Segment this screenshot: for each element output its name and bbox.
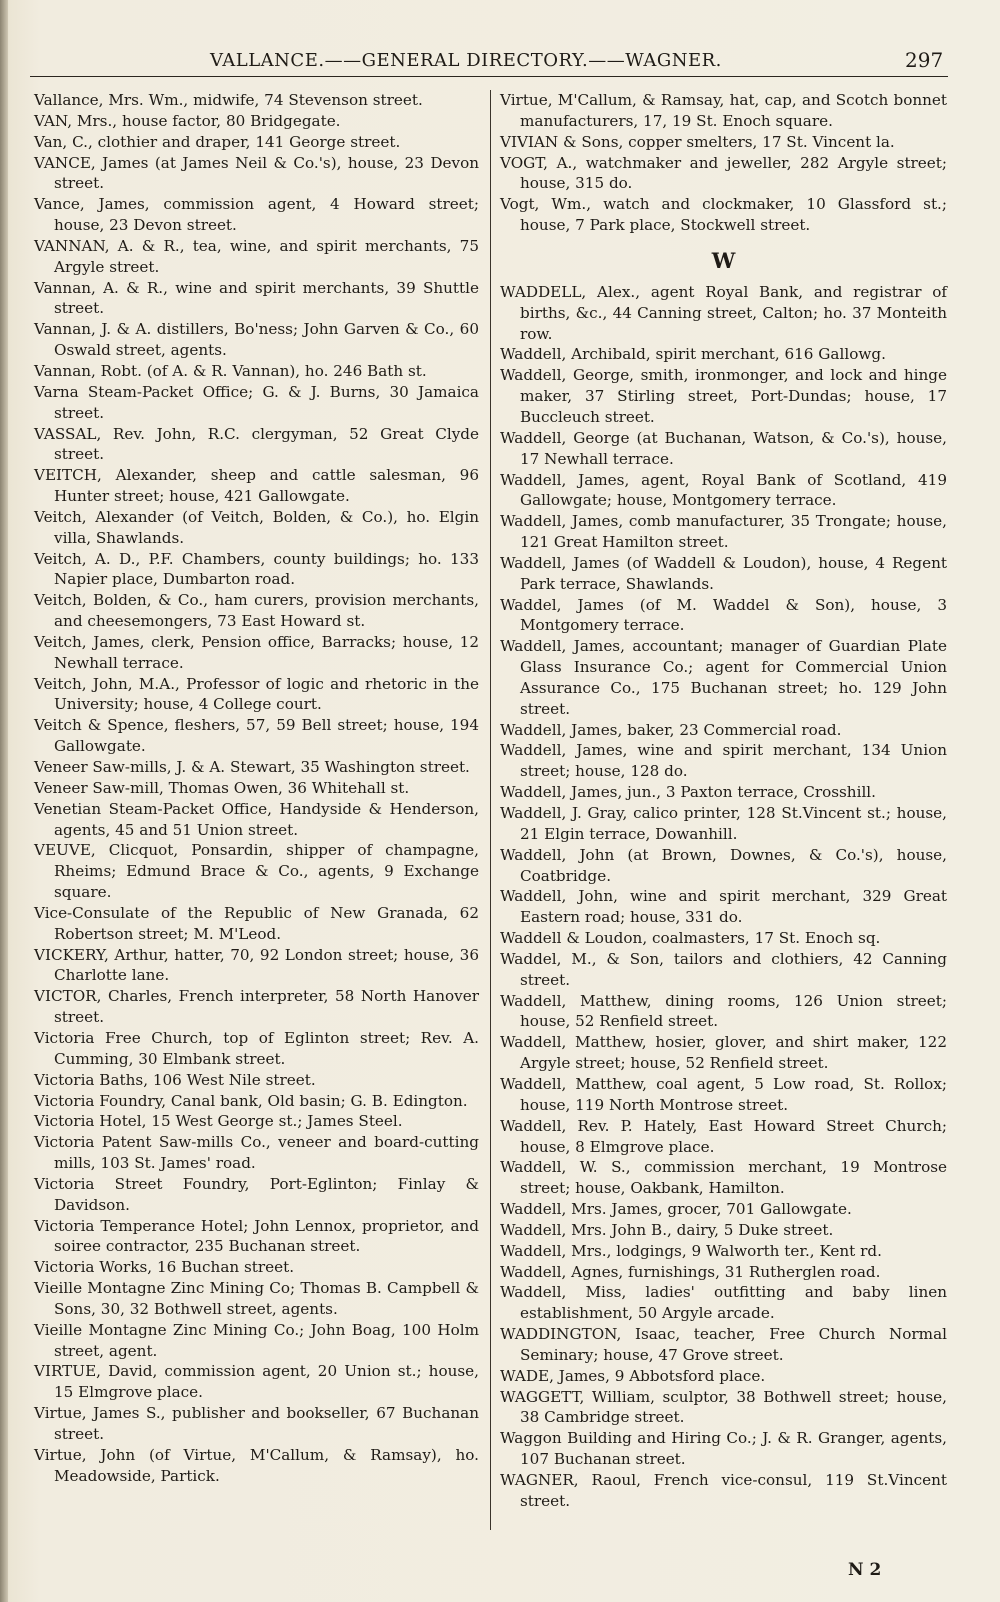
directory-entry: Waddell, James, baker, 23 Commercial road. (500, 720, 842, 739)
directory-entry: Waddell, George, smith, ironmonger, and lock and hinge maker, 37 Stirling street, Port-Dundas; house, 17 Buccleuch street. (500, 366, 947, 426)
directory-entry: Waddel, M., & Son, tailors and clothiers, 42 Canning street. (500, 949, 947, 989)
section-letter: W (711, 247, 736, 273)
directory-entry: VEUVE, Clicquot, Ponsardin, shipper of champagne, Rheims; Edmund Brace & Co., agents, 9 Exchange square. (34, 841, 479, 902)
directory-entry: Waddell, James, jun., 3 Paxton terrace, Crosshill. (500, 783, 876, 802)
directory-entry: Victoria Foundry, Canal bank, Old basin; G. B. Edington. (34, 1091, 468, 1110)
directory-entry: Veitch, Bolden, & Co., ham curers, provision merchants, and cheesemongers, 73 East Howard st. (34, 591, 479, 631)
directory-entry: Waddell, James, accountant; manager of Guardian Plate Glass Insurance Co.; agent for Commercial Union Assurance Co., 175 Buchanan street; ho. 129 John street. (500, 637, 947, 718)
directory-entry: VANNAN, A. & R., tea, wine, and spirit merchants, 75 Argyle street. (34, 236, 479, 276)
directory-entry: Waddell, J. Gray, calico printer, 128 St.Vincent st.; house, 21 Elgin terrace, Dowanhill. (500, 804, 947, 843)
directory-entry: WAGGETT, William, sculptor, 38 Bothwell street; house, 38 Cambridge street. (500, 1387, 947, 1427)
page-number: 297 (905, 48, 944, 72)
signature-mark: N 2 (848, 1560, 882, 1580)
directory-entry: Waddell, James (of Waddell & Loudon), house, 4 Regent Park terrace, Shawlands. (500, 553, 947, 593)
directory-entry: Waddell, Agnes, furnishings, 31 Rutherglen road. (500, 1262, 881, 1281)
directory-entry: Vannan, J. & A. distillers, Bo'ness; John Garven & Co., 60 Oswald street, agents. (34, 320, 479, 360)
directory-entry: WADDELL, Alex., agent Royal Bank, and registrar of births, &c., 44 Canning street, Calton; ho. 37 Monteith row. (500, 282, 947, 343)
directory-entry: WADE, James, 9 Abbotsford place. (500, 1366, 766, 1385)
directory-entry: VIRTUE, David, commission agent, 20 Union st.; house, 15 Elmgrove place. (34, 1362, 479, 1402)
directory-entry: Veneer Saw-mills, J. & A. Stewart, 35 Washington street. (34, 758, 470, 776)
directory-entry: Virtue, James S., publisher and bookseller, 67 Buchanan street. (34, 1404, 479, 1443)
directory-entry: VASSAL, Rev. John, R.C. clergyman, 52 Great Clyde street. (34, 424, 479, 464)
directory-entry: VOGT, A., watchmaker and jeweller, 282 Argyle street; house, 315 do. (500, 153, 947, 193)
directory-entry: WADDINGTON, Isaac, teacher, Free Church Normal Seminary; house, 47 Grove street. (500, 1325, 947, 1364)
directory-entry: Vallance, Mrs. Wm., midwife, 74 Stevenson street. (34, 91, 423, 109)
directory-entry: Victoria Free Church, top of Eglinton street; Rev. A. Cumming, 30 Elmbank street. (34, 1028, 479, 1068)
directory-entry: Waddell, John (at Brown, Downes, & Co.'s), house, Coatbridge. (500, 845, 947, 885)
directory-entry: Waddell, James, agent, Royal Bank of Scotland, 419 Gallowgate; house, Montgomery terrace. (500, 470, 947, 510)
directory-entry: Vieille Montagne Zinc Mining Co; Thomas B. Campbell & Sons, 30, 32 Bothwell street, agents. (34, 1279, 479, 1318)
directory-entry: Veitch, A. D., P.F. Chambers, county buildings; ho. 133 Napier place, Dumbarton road. (34, 549, 479, 589)
directory-entry: WAGNER, Raoul, French vice-consul, 119 St.Vincent street. (500, 1471, 947, 1510)
directory-entry: VEITCH, Alexander, sheep and cattle salesman, 96 Hunter street; house, 421 Gallowgate. (34, 466, 479, 506)
directory-entry: Waddell, Matthew, hosier, glover, and shirt maker, 122 Argyle street; house, 52 Renfield street. (500, 1033, 947, 1073)
directory-entry: Vannan, Robt. (of A. & R. Vannan), ho. 246 Bath st. (34, 361, 427, 380)
running-header (0, 46, 1000, 76)
directory-entry: Waddell, W. S., commission merchant, 19 Montrose street; house, Oakbank, Hamilton. (500, 1158, 947, 1198)
right-column-w-entries (500, 282, 947, 1512)
directory-entry: Waddell, Matthew, dining rooms, 126 Union street; house, 52 Renfield street. (500, 991, 947, 1031)
directory-entry: Waddel, James (of M. Waddel & Son), house, 3 Montgomery terrace. (500, 595, 947, 635)
directory-entry: Waddell, John, wine and spirit merchant, 329 Great Eastern road; house, 331 do. (500, 887, 947, 927)
directory-entry: Waddell, James, wine and spirit merchant, 134 Union street; house, 128 do. (500, 741, 947, 781)
directory-entry: Veneer Saw-mill, Thomas Owen, 36 Whitehall st. (34, 778, 410, 797)
directory-entry: Waddell, Matthew, coal agent, 5 Low road, St. Rollox; house, 119 North Montrose street. (500, 1074, 947, 1114)
header-rule (30, 76, 948, 77)
directory-entry: Vance, James, commission agent, 4 Howard street; house, 23 Devon street. (34, 195, 479, 235)
directory-entry: VANCE, James (at James Neil & Co.'s), house, 23 Devon street. (34, 153, 479, 193)
directory-entry: Veitch, James, clerk, Pension office, Barracks; house, 12 Newhall terrace. (34, 632, 479, 672)
left-column (34, 90, 479, 1487)
directory-entry: Vogt, Wm., watch and clockmaker, 10 Glassford st.; house, 7 Park place, Stockwell street. (500, 195, 947, 235)
directory-entry: Venetian Steam-Packet Office, Handyside & Henderson, agents, 45 and 51 Union street. (34, 799, 479, 839)
directory-entry: Waddell, Archibald, spirit merchant, 616 Gallowg. (500, 345, 886, 364)
right-column-v-entries (500, 90, 947, 236)
directory-entry: Waddell, Mrs., lodgings, 9 Walworth ter., Kent rd. (500, 1241, 882, 1260)
directory-entry: Victoria Works, 16 Buchan street. (34, 1258, 295, 1277)
directory-entry: Victoria Street Foundry, Port-Eglinton; Finlay & Davidson. (34, 1174, 479, 1214)
book-spine-shadow (0, 0, 8, 1602)
directory-entry: VICTOR, Charles, French interpreter, 58 North Hanover street. (34, 987, 479, 1027)
directory-entry: Victoria Patent Saw-mills Co., veneer and board-cutting mills, 103 St. James' road. (34, 1133, 479, 1173)
directory-entry: Waggon Building and Hiring Co.; J. & R. Granger, agents, 107 Buchanan street. (500, 1429, 947, 1469)
column-divider (490, 90, 491, 1530)
directory-entry: Veitch & Spence, fleshers, 57, 59 Bell street; house, 194 Gallowgate. (34, 716, 479, 756)
directory-entry: Waddell & Loudon, coalmasters, 17 St. Enoch sq. (500, 929, 881, 948)
directory-entry: Van, C., clothier and draper, 141 George street. (34, 132, 401, 151)
directory-entry: Waddell, Mrs. James, grocer, 701 Gallowgate. (500, 1200, 852, 1219)
directory-entry: Varna Steam-Packet Office; G. & J. Burns, 30 Jamaica street. (34, 382, 479, 422)
right-column (500, 90, 947, 1512)
directory-entry: VIVIAN & Sons, copper smelters, 17 St. Vincent la. (500, 132, 895, 151)
directory-entry: VICKERY, Arthur, hatter, 70, 92 London street; house, 36 Charlotte lane. (34, 945, 479, 985)
directory-entry: Vice-Consulate of the Republic of New Granada, 62 Robertson street; M. M'Leod. (34, 903, 479, 943)
directory-entry: Waddell, Rev. P. Hately, East Howard Street Church; house, 8 Elmgrove place. (500, 1116, 947, 1156)
directory-entry: Victoria Baths, 106 West Nile street. (34, 1070, 316, 1089)
directory-entry: Waddell, Mrs. John B., dairy, 5 Duke street. (500, 1220, 834, 1239)
directory-entry: Veitch, John, M.A., Professor of logic and rhetoric in the University; house, 4 College court. (34, 674, 479, 714)
header-title: VALLANCE.——GENERAL DIRECTORY.——WAGNER. (210, 50, 722, 71)
directory-entry: Victoria Temperance Hotel; John Lennox, proprietor, and soiree contractor, 235 Buchanan street. (34, 1216, 479, 1256)
directory-entry: Victoria Hotel, 15 West George st.; James Steel. (34, 1112, 403, 1131)
directory-entry: Waddell, George (at Buchanan, Watson, & Co.'s), house, 17 Newhall terrace. (500, 428, 947, 468)
directory-entry: Veitch, Alexander (of Veitch, Bolden, & Co.), ho. Elgin villa, Shawlands. (34, 507, 479, 547)
directory-entry: Vannan, A. & R., wine and spirit merchants, 39 Shuttle street. (34, 278, 479, 318)
directory-entry: Virtue, John (of Virtue, M'Callum, & Ramsay), ho. Meadowside, Partick. (34, 1445, 479, 1485)
directory-entry: Virtue, M'Callum, & Ramsay, hat, cap, and Scotch bonnet manufacturers, 17, 19 St. Enoch square. (500, 91, 947, 130)
directory-entry: Vieille Montagne Zinc Mining Co.; John Boag, 100 Holm street, agent. (34, 1320, 479, 1360)
directory-entry: Waddell, Miss, ladies' outfitting and baby linen establishment, 50 Argyle arcade. (500, 1283, 947, 1323)
directory-entry: Waddell, James, comb manufacturer, 35 Trongate; house, 121 Great Hamilton street. (500, 512, 947, 552)
directory-entry: VAN, Mrs., house factor, 80 Bridgegate. (34, 111, 341, 130)
